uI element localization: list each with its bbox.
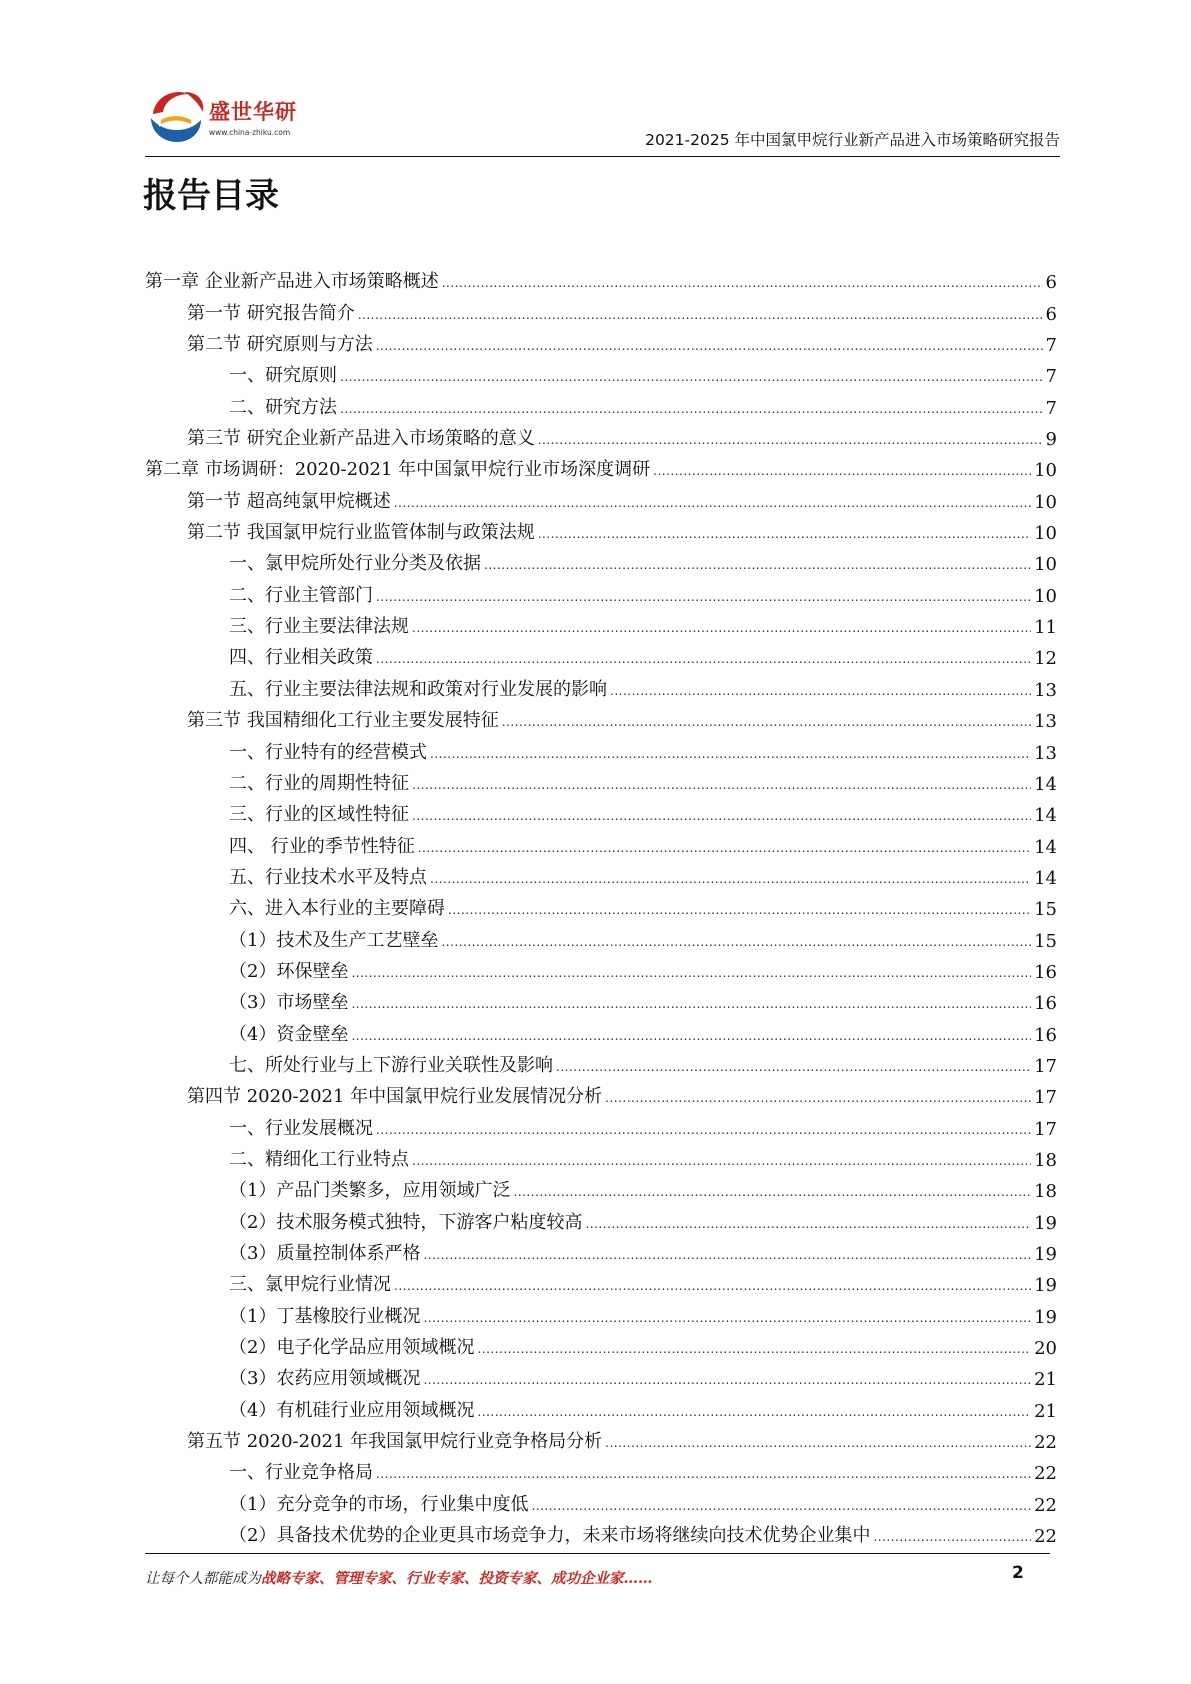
toc-entry-title: 第二章 市场调研：2020-2021 年中国氯甲烷行业市场深度调研 (145, 459, 651, 481)
toc-entry[interactable] (145, 1484, 1057, 1515)
toc-entry-title: 五、行业主要法律法规和政策对行业发展的影响 (229, 678, 607, 700)
toc-entry-title: （2）具备技术优势的企业更具市场竞争力，未来市场将继续向技术优势企业集中 (229, 1525, 871, 1547)
toc-entry[interactable] (145, 1077, 1057, 1108)
toc-entry[interactable] (145, 607, 1057, 638)
toc-entry[interactable] (145, 1422, 1057, 1453)
toc-entry-page: 22 (1034, 1432, 1057, 1454)
toc-entry-page: 13 (1034, 742, 1057, 764)
toc-dot-leader (412, 773, 1031, 795)
toc-entry-page: 15 (1034, 899, 1057, 921)
toc-entry-page: 22 (1034, 1494, 1057, 1516)
toc-dot-leader (358, 303, 1043, 325)
toc-entry-page: 7 (1045, 335, 1057, 357)
toc-dot-leader (430, 742, 1031, 764)
toc-entry-page: 15 (1034, 930, 1057, 952)
toc-entry[interactable] (145, 952, 1057, 983)
page-number: 2 (1012, 1563, 1024, 1583)
toc-entry-page: 9 (1045, 429, 1057, 451)
report-title: 2021-2025 年中国氯甲烷行业新产品进入市场策略研究报告 (645, 131, 1060, 149)
toc-entry-title: 第二节 我国氯甲烷行业监管体制与政策法规 (187, 522, 535, 544)
toc-entry[interactable] (145, 325, 1057, 356)
toc-entry[interactable] (145, 1359, 1057, 1390)
toc-entry-title: 第三节 研究企业新产品进入市场策略的意义 (187, 428, 535, 450)
toc-entry-page: 16 (1034, 961, 1057, 983)
toc-entry[interactable] (145, 575, 1057, 606)
toc-entry[interactable] (145, 1140, 1057, 1171)
toc-dot-leader (418, 836, 1031, 858)
footer-slogan (145, 1567, 653, 1588)
toc-entry[interactable] (145, 544, 1057, 575)
toc-entry-page: 10 (1034, 585, 1057, 607)
toc-entry-page: 16 (1034, 993, 1057, 1015)
toc-entry-title: （2）环保壁垒 (229, 960, 349, 982)
toc-entry-title: 二、精细化工行业特点 (229, 1148, 409, 1170)
toc-dot-leader (340, 397, 1043, 419)
toc-entry-page: 14 (1034, 867, 1057, 889)
toc-entry[interactable] (145, 795, 1057, 826)
toc-dot-leader (556, 1055, 1031, 1077)
toc-entry-page: 19 (1034, 1244, 1057, 1265)
toc-entry[interactable] (145, 262, 1057, 293)
table-of-contents (145, 262, 1057, 1547)
toc-dot-leader (531, 1494, 1031, 1516)
toc-entry[interactable] (145, 1516, 1057, 1547)
toc-entry-title: （3）农药应用领域概况 (229, 1368, 421, 1390)
toc-dot-leader (412, 1149, 1031, 1171)
toc-entry-title: 五、行业技术水平及特点 (229, 866, 427, 888)
toc-dot-leader (441, 930, 1031, 952)
header-divider (145, 156, 1060, 157)
toc-dot-leader (477, 1337, 1031, 1359)
toc-entry-title: 二、行业的周期性特征 (229, 772, 409, 794)
toc-dot-leader (477, 1400, 1031, 1422)
toc-entry-page: 7 (1045, 397, 1057, 419)
toc-entry-title: 一、行业发展概况 (229, 1117, 373, 1139)
toc-entry[interactable] (145, 1390, 1057, 1421)
toc-entry-title: 一、行业竞争格局 (229, 1462, 373, 1484)
toc-entry-page: 21 (1034, 1400, 1057, 1422)
toc-entry-page: 16 (1034, 1024, 1057, 1046)
toc-entry-title: 第五节 2020-2021 年我国氯甲烷行业竞争格局分析 (187, 1431, 603, 1453)
toc-entry[interactable] (145, 419, 1057, 450)
toc-entry-page: 10 (1034, 460, 1057, 482)
toc-entry-title: 七、所处行业与上下游行业关联性及影响 (229, 1054, 553, 1076)
toc-entry[interactable] (145, 481, 1057, 512)
toc-entry-title: （1）技术及生产工艺壁垒 (229, 929, 439, 951)
toc-dot-leader (412, 804, 1031, 826)
toc-entry-page: 17 (1034, 1055, 1057, 1077)
toc-entry-page: 11 (1034, 617, 1057, 639)
toc-entry-page: 6 (1045, 272, 1057, 294)
toc-dot-leader (484, 553, 1031, 575)
toc-entry[interactable] (145, 387, 1057, 418)
toc-entry-title: 六、进入本行业的主要障碍 (229, 898, 445, 920)
toc-entry-title: （1）丁基橡胶行业概况 (229, 1305, 421, 1327)
toc-dot-leader (351, 1024, 1031, 1046)
toc-dot-leader (502, 710, 1031, 732)
toc-entry-title: （4）有机硅行业应用领域概况 (229, 1399, 475, 1421)
page-header (145, 80, 1060, 160)
toc-entry[interactable] (145, 920, 1057, 951)
toc-entry-page: 10 (1034, 554, 1057, 576)
toc-entry-title: （1）充分竞争的市场，行业集中度低 (229, 1493, 529, 1515)
toc-entry[interactable] (145, 1171, 1057, 1202)
toc-dot-leader (873, 1525, 1031, 1547)
footer-divider (145, 1553, 1050, 1554)
toc-entry[interactable] (145, 826, 1057, 857)
toc-entry[interactable] (145, 1014, 1057, 1045)
toc-entry-title: 二、行业主管部门 (229, 584, 373, 606)
toc-entry-page: 19 (1034, 1212, 1057, 1234)
toc-entry[interactable] (145, 701, 1057, 732)
toc-entry-page: 18 (1034, 1181, 1057, 1203)
toc-entry[interactable] (145, 356, 1057, 387)
toc-entry-title: 一、氯甲烷所处行业分类及依据 (229, 553, 481, 575)
toc-entry[interactable] (145, 669, 1057, 700)
toc-dot-leader (448, 898, 1031, 920)
toc-dot-leader (538, 428, 1043, 450)
toc-dot-leader (376, 334, 1043, 356)
toc-entry-title: 第三节 我国精细化工行业主要发展特征 (187, 710, 499, 732)
toc-entry-page: 14 (1034, 836, 1057, 858)
page-title: 报告目录 (143, 176, 279, 216)
toc-entry-page: 19 (1034, 1275, 1057, 1297)
toc-entry[interactable] (145, 1296, 1057, 1327)
toc-entry-page: 7 (1045, 366, 1057, 388)
toc-entry-page: 21 (1034, 1369, 1057, 1391)
toc-entry-title: 第二节 研究原则与方法 (187, 334, 373, 356)
toc-entry-page: 22 (1034, 1463, 1057, 1485)
toc-entry[interactable] (145, 1202, 1057, 1233)
toc-entry-title: 三、行业主要法律法规 (229, 616, 409, 638)
toc-entry-title: 三、行业的区域性特征 (229, 804, 409, 826)
book-logo-icon (145, 84, 207, 146)
toc-entry-title: 一、研究原则 (229, 365, 337, 387)
toc-entry-page: 17 (1034, 1118, 1057, 1140)
toc-dot-leader (610, 679, 1031, 701)
toc-entry[interactable] (145, 1108, 1057, 1139)
toc-dot-leader (394, 1274, 1031, 1296)
toc-dot-leader (340, 365, 1043, 387)
toc-entry-page: 19 (1034, 1306, 1057, 1328)
toc-entry-title: （1）产品门类繁多，应用领域广泛 (229, 1180, 511, 1202)
toc-entry-title: 四、 行业的季节性特征 (229, 835, 415, 857)
toc-entry-page: 14 (1034, 805, 1057, 827)
toc-entry[interactable] (145, 889, 1057, 920)
toc-dot-leader (423, 1306, 1031, 1328)
toc-entry-title: （2）电子化学品应用领域概况 (229, 1337, 475, 1359)
toc-dot-leader (423, 1368, 1031, 1390)
toc-entry[interactable] (145, 513, 1057, 544)
toc-entry[interactable] (145, 293, 1057, 324)
toc-dot-leader (513, 1180, 1031, 1202)
toc-entry-page: 10 (1034, 523, 1057, 545)
toc-entry[interactable] (145, 1046, 1057, 1077)
toc-dot-leader (412, 616, 1031, 638)
toc-entry[interactable] (145, 1265, 1057, 1296)
toc-entry-title: 第一章 企业新产品进入市场策略概述 (145, 271, 439, 293)
toc-entry[interactable] (145, 638, 1057, 669)
toc-entry-title: 三、氯甲烷行业情况 (229, 1274, 391, 1296)
logo-url: www.china-zhiku.com (209, 128, 291, 137)
toc-entry-title: 二、研究方法 (229, 396, 337, 418)
toc-entry-title: （4）资金壁垒 (229, 1023, 349, 1045)
toc-entry-page: 12 (1034, 648, 1057, 670)
toc-entry-title: （2）技术服务模式独特，下游客户粘度较高 (229, 1211, 583, 1233)
toc-entry-title: 四、行业相关政策 (229, 647, 373, 669)
toc-entry[interactable] (145, 1453, 1057, 1484)
toc-entry-title: （3）市场壁垒 (229, 992, 349, 1014)
toc-entry-title: （3）质量控制体系严格 (229, 1243, 421, 1264)
toc-entry[interactable] (145, 450, 1057, 481)
toc-entry-title: 一、行业特有的经营模式 (229, 741, 427, 763)
toc-dot-leader (423, 1243, 1031, 1265)
toc-entry[interactable] (145, 983, 1057, 1014)
toc-dot-leader (376, 647, 1031, 669)
toc-entry-page: 6 (1045, 303, 1057, 325)
toc-dot-leader (605, 1431, 1031, 1453)
toc-dot-leader (585, 1212, 1031, 1234)
toc-dot-leader (376, 585, 1031, 607)
toc-dot-leader (442, 271, 1043, 293)
toc-dot-leader (351, 992, 1031, 1014)
toc-entry-page: 18 (1034, 1149, 1057, 1171)
toc-entry[interactable] (145, 732, 1057, 763)
toc-dot-leader (605, 1086, 1031, 1108)
logo-name: 盛世华研 (209, 100, 297, 124)
toc-entry-page: 22 (1034, 1526, 1057, 1548)
footer-slogan-prefix: 让每个人都能成为 (145, 1571, 261, 1587)
toc-entry[interactable] (145, 1328, 1057, 1359)
toc-entry-title: 第一节 超高纯氯甲烷概述 (187, 490, 391, 512)
toc-entry[interactable] (145, 764, 1057, 795)
footer-slogan-highlight: 战略专家、管理专家、行业专家、投资专家、成功企业家…… (261, 1570, 653, 1587)
toc-dot-leader (538, 522, 1031, 544)
toc-dot-leader (376, 1462, 1031, 1484)
toc-entry[interactable] (145, 858, 1057, 889)
toc-entry[interactable] (145, 1234, 1057, 1265)
toc-dot-leader (376, 1118, 1031, 1140)
toc-entry-page: 20 (1034, 1338, 1057, 1360)
toc-entry-page: 10 (1034, 491, 1057, 513)
toc-dot-leader (351, 961, 1031, 983)
toc-dot-leader (653, 459, 1031, 481)
toc-entry-page: 13 (1034, 711, 1057, 733)
company-logo (145, 84, 315, 148)
toc-entry-page: 14 (1034, 773, 1057, 795)
toc-entry-title: 第四节 2020-2021 年中国氯甲烷行业发展情况分析 (187, 1086, 603, 1108)
toc-dot-leader (430, 867, 1031, 889)
toc-dot-leader (394, 491, 1031, 513)
toc-entry-title: 第一节 研究报告简介 (187, 302, 355, 324)
toc-entry-page: 17 (1034, 1087, 1057, 1109)
toc-entry-page: 13 (1034, 679, 1057, 701)
